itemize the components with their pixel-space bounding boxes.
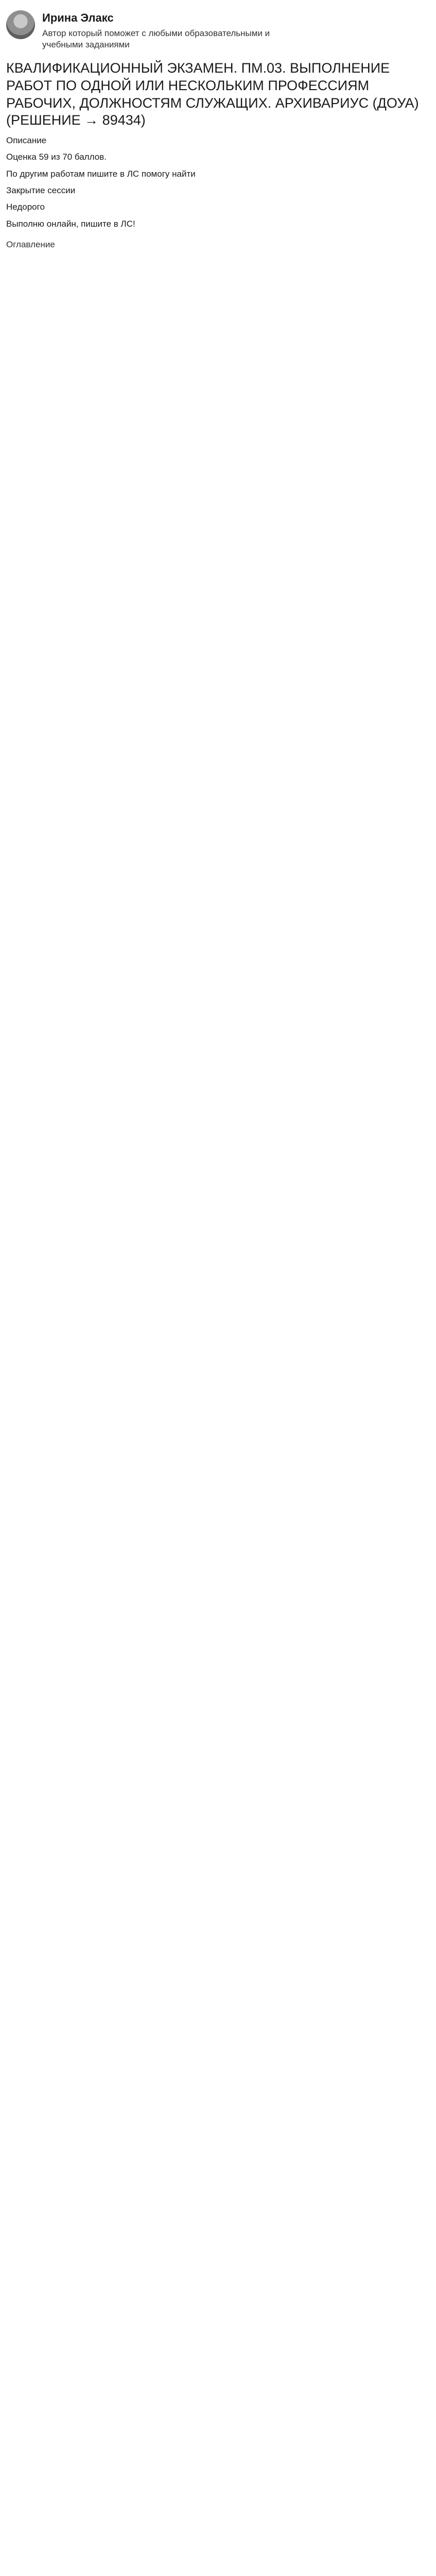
contact-note: По другим работам пишите в ЛС помогу найти bbox=[6, 168, 196, 179]
page bbox=[0, 0, 436, 250]
sessions-closing: Закрытие сессии bbox=[6, 185, 76, 196]
description-label: Описание bbox=[6, 135, 47, 146]
avatar[interactable] bbox=[6, 10, 35, 39]
online-note: Выполню онлайн, пишите в ЛС! bbox=[6, 218, 135, 229]
price-note: Недорого bbox=[6, 202, 45, 212]
document-title: КВАЛИФИКАЦИОННЫЙ ЭКЗАМЕН. ПМ.03. ВЫПОЛНЕНИЕ РАБОТ ПО ОДНОЙ ИЛИ НЕСКОЛЬКИМ ПРОФЕССИЯМ РАБОЧИХ, ДОЛЖНОСТЯМ СЛУЖАЩИХ. АРХИВАРИУС (ДОУА) (РЕШЕНИЕ → 89434) bbox=[6, 60, 419, 128]
author-bio: Автор который поможет с любыми образовательными и учебными заданиями bbox=[42, 28, 270, 50]
author-name[interactable]: Ирина Элакс bbox=[42, 11, 114, 24]
toc-label: Оглавление bbox=[6, 239, 55, 249]
author-info bbox=[42, 10, 279, 50]
author-card bbox=[6, 10, 430, 50]
rating-text: Оценка 59 из 70 баллов. bbox=[6, 152, 107, 162]
